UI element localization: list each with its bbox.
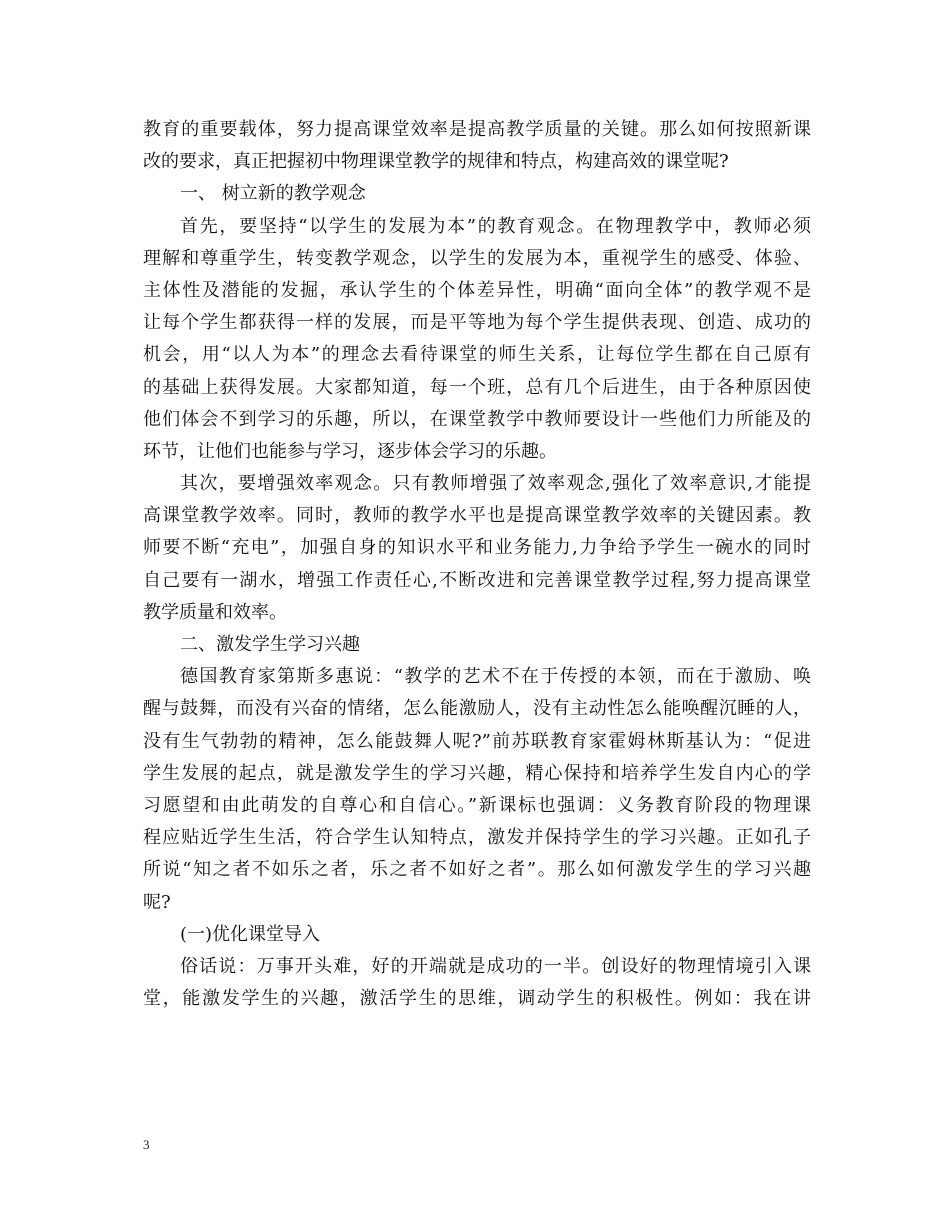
text-line: 首先，要坚持“以学生的发展为本”的教育观念。在物理教学中，教师必须 [180,215,811,237]
text-line: 师要不断“充电”，加强自身的知识水平和业务能力,力争给予学生一碗水的同时 [143,537,811,559]
text-line: 高课堂教学效率。同时，教师的教学水平也是提高课堂教学效率的关键因素。教 [143,505,811,527]
text-line: 机会，用“以人为本”的理念去看待课堂的师生关系，让每位学生都在自己原有 [143,344,811,366]
text-line: 其次，要增强效率观念。只有教师增强了效率观念,强化了效率意识,才能提 [180,473,811,495]
text-line: 教学质量和效率。 [143,601,287,623]
text-line: 主体性及潜能的发掘，承认学生的个体差异性，明确“面向全体”的教学观不是 [143,279,811,301]
text-line: 让每个学生都获得一样的发展，而是平等地为每个学生提供表现、创造、成功的 [143,312,811,334]
section-heading: 一、 树立新的教学观念 [180,183,366,205]
text-line: 醒与鼓舞，而没有兴奋的情绪，怎么能激励人，没有主动性怎么能唤醒沉睡的人， [143,698,811,720]
text-line: 他们体会不到学习的乐趣，所以，在课堂教学中教师要设计一些他们力所能及的 [143,408,811,430]
text-line: 德国教育家第斯多惠说：“教学的艺术不在于传授的本领，而在于激励、唤 [180,666,811,688]
text-line: 所说“知之者不如乐之者，乐之者不如好之者”。那么如何激发学生的学习兴趣 [143,859,811,881]
text-line: 改的要求，真正把握初中物理课堂教学的规律和特点，构建高效的课堂呢? [143,151,729,173]
subsection-heading: (一)优化课堂导入 [180,923,321,945]
text-line: 的基础上获得发展。大家都知道，每一个班，总有几个后进生，由于各种原因使 [143,376,811,398]
text-line: 呢? [143,891,171,913]
text-line: 习愿望和由此萌发的自尊心和自信心。”新课标也强调：义务教育阶段的物理课 [143,794,811,816]
text-line: 没有生气勃勃的精神，怎么能鼓舞人呢?”前苏联教育家霍姆林斯基认为：“促进 [143,730,811,752]
text-line: 环节，让他们也能参与学习，逐步体会学习的乐趣。 [143,440,557,462]
page-number: 3 [143,1137,150,1152]
text-line: 理解和尊重学生，转变教学观念，以学生的发展为本，重视学生的感受、体验、 [143,247,811,269]
document-body [143,114,811,1015]
text-line: 教育的重要载体，努力提高课堂效率是提高教学质量的关键。那么如何按照新课 [143,119,811,140]
section-heading: 二、激发学生学习兴趣 [180,634,360,655]
text-line: 程应贴近学生生活，符合学生认知特点，激发并保持学生的学习兴趣。正如孔子 [143,827,811,849]
text-line: 学生发展的起点，就是激发学生的学习兴趣，精心保持和培养学生发自内心的学 [143,762,811,784]
text-line: 自己要有一湖水，增强工作责任心,不断改进和完善课堂教学过程,努力提高课堂 [143,569,811,591]
text-line: 俗话说：万事开头难，好的开端就是成功的一半。创设好的物理情境引入课 [180,955,811,977]
text-line: 堂，能激发学生的兴趣，激活学生的思维，调动学生的积极性。例如：我在讲 [143,988,811,1010]
